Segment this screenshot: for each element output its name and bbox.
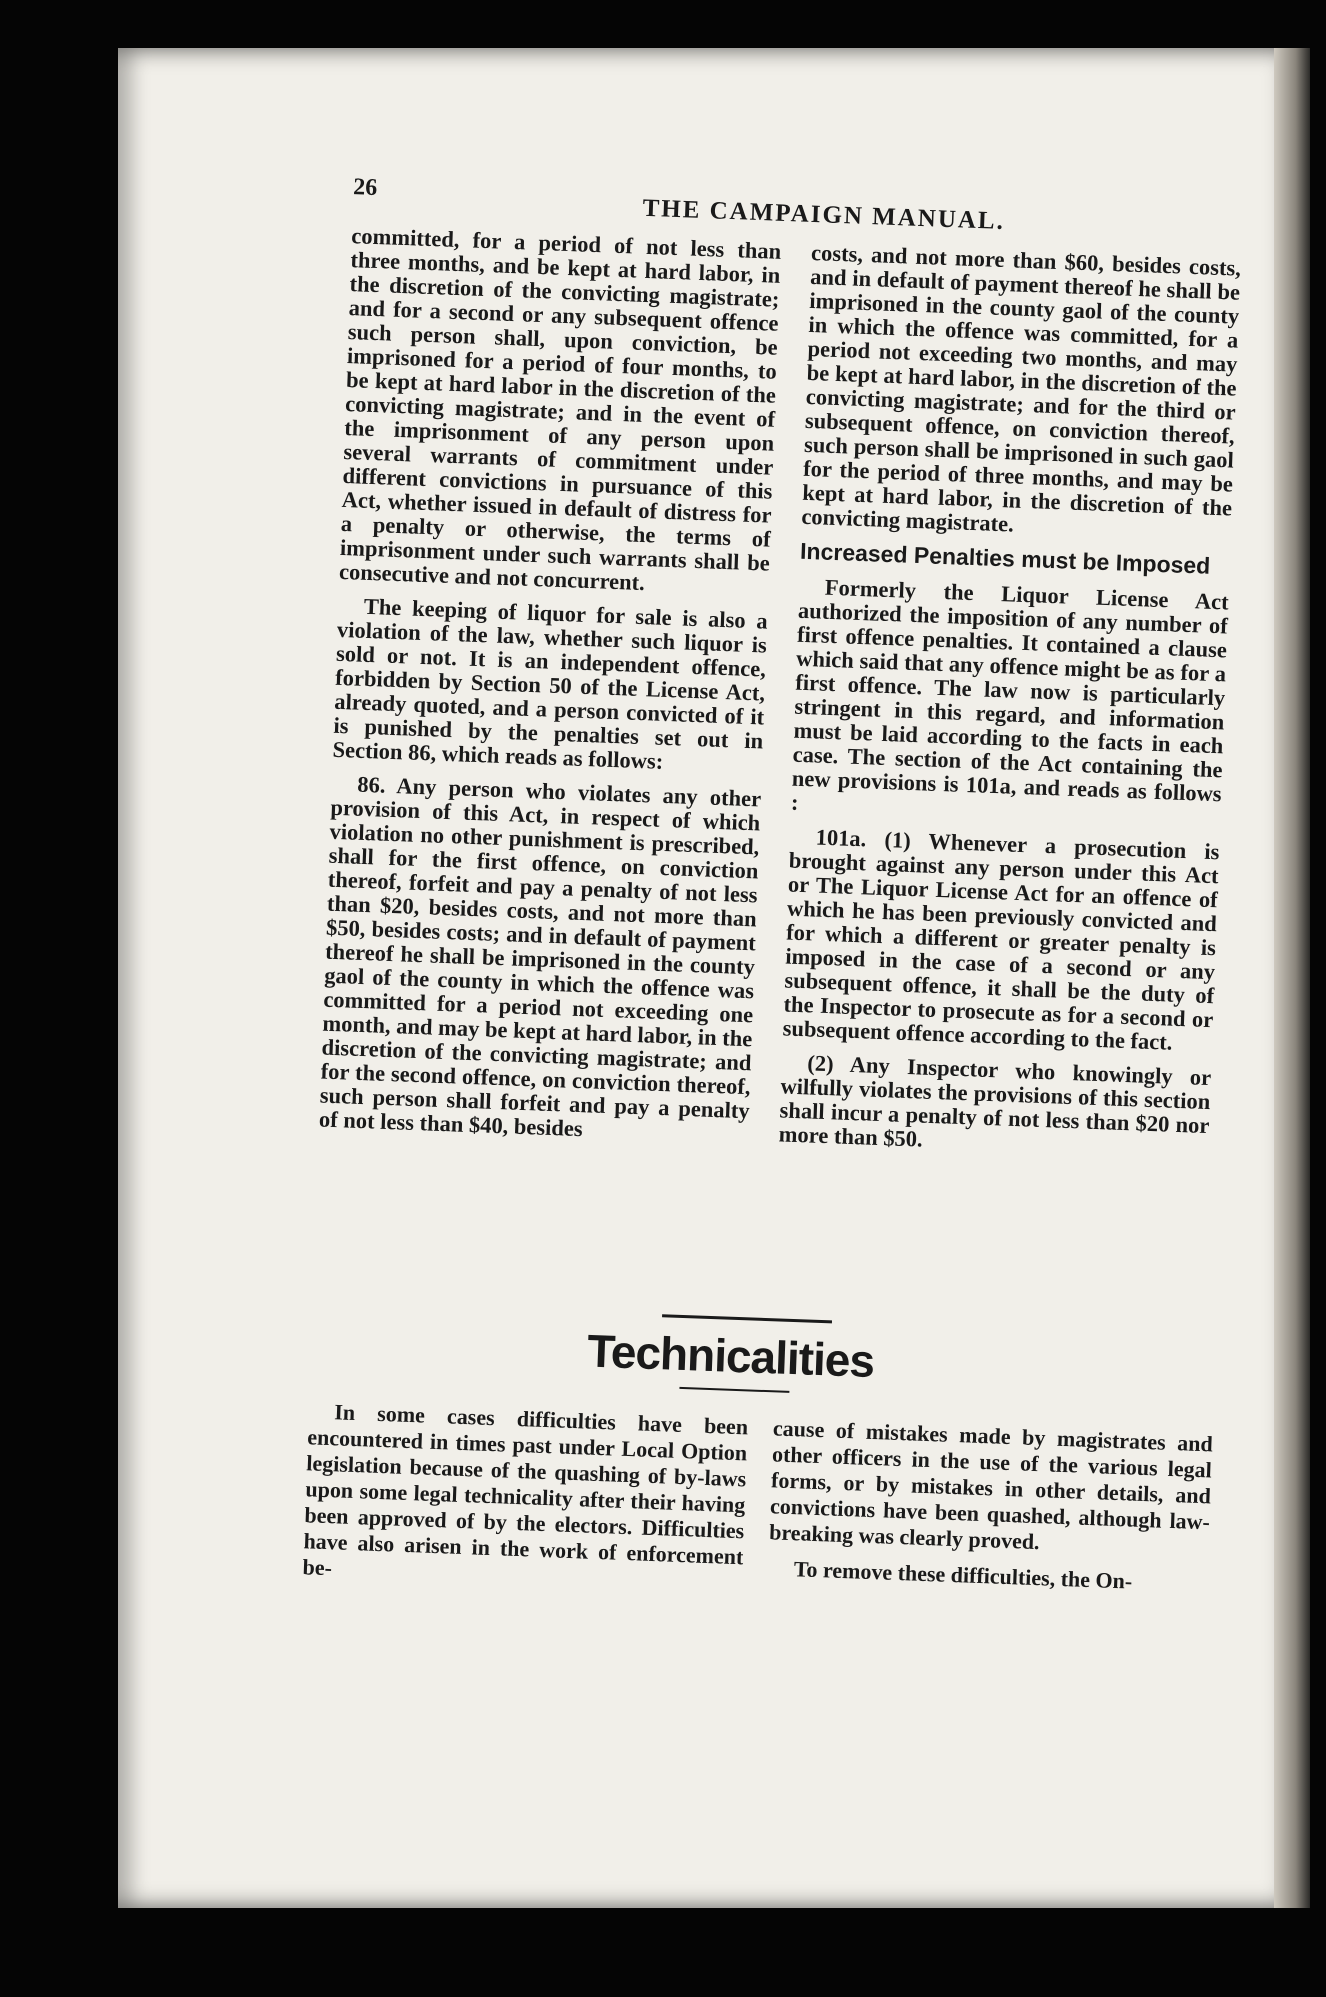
right-paragraph-3: 101a. (1) Whenever a prosecution is brought against any person under this Act or The Liquor License Act for an offence of which he has been previously convicted and for which a different or greater penalty is imposed in the case of a second or any subsequent offence, it shall be the duty of the Inspector to prosecute as for a second or subsequent offence according to the fact.: [782, 824, 1220, 1055]
right-paragraph-1: costs, and not more than $60, besides costs, and in default of payment thereof he shall be imprisoned in the county gaol of the county in which the offence was committed, for a period not exceeding two months, and may be kept at hard labor, in the discretion of the convicting magistrate; and for the third or subsequent offence, on conviction thereof, such person shall be imprisoned in such gaol for the period of three months, and may be kept at hard labor, in the discretion of the convicting magistrate.: [801, 239, 1242, 537]
page-edge: [1274, 48, 1310, 1908]
page-number: 26: [352, 174, 378, 202]
right-column: [778, 241, 1241, 1172]
right-paragraph-2: Formerly the Liquor License Act authorized the imposition of any number of first offence penalties. It contained a clause which said that any offence might be as for a first offence. The law now is particularly stringent in this regard, and information must be laid according to the facts in each case. The section of the Act containing the new provisions is 101a, and reads as follows :: [790, 574, 1230, 815]
running-head: THE CAMPAIGN MANUAL.: [642, 194, 1006, 236]
left-paragraph-1: committed, for a period of not less than three months, and be kept at hard labor, in the discretion of the convicting magistrate; and for a second or any subsequent offence such person shall, upon conviction, be imprisoned for a period of four months, to be kept at hard labor in the discretion of the convicting magistrate; and in the event of the imprisonment of any person upon several warrants of commitment under different convictions in pursuance of this Act, whether issued in default of distress for a penalty or otherwise, the terms of imprisonment under such warrants shall be consecutive and not concurrent.: [338, 223, 782, 596]
left-column: [318, 224, 781, 1157]
right-paragraph-4: (2) Any Inspector who knowingly or wilfully violates the provisions of this section shall incur a penalty of not less than $20 nor more than $50.: [778, 1050, 1212, 1152]
page-content: [145, 169, 1283, 1808]
divider-top: [662, 1314, 832, 1323]
bottom-right-paragraph-1: cause of mistakes made by magistrates and other officers in the use of the various legal forms, or by mistakes in other details, and convictions have been quashed, although law-breaking was clearly proved.: [768, 1415, 1214, 1555]
bottom-left-paragraph-1: In some cases difficulties have been encountered in times past under Local Option legislation because of the quashing of by-laws upon some legal technicality after their having been approved of by the electors. Difficulties have also arisen in the work of enforcement be-: [302, 1399, 749, 1581]
section-title: Technicalities: [586, 1324, 875, 1387]
subheading: Increased Penalties must be Imposed: [799, 537, 1211, 579]
bottom-right-column: [767, 1415, 1213, 1607]
left-paragraph-3: 86. Any person who violates any other provision of this Act, in respect of which violation no other punishment is prescribed, shall for the first offence, on conviction thereof, forfeit and pay a penalty of not less than $20, besides costs, and not more than $50, besides costs; and in default of payment thereof he shall be imprisoned in the county gaol of the county in which the offence was committed for a period not exceeding one month, and may be kept at hard labor, in the discretion of the convicting magistrate; and for the second offence, on conviction thereof, such person shall forfeit and pay a penalty of not less than $40, besides: [318, 771, 762, 1142]
bottom-left-column: [302, 1398, 749, 1606]
divider-bottom: [679, 1387, 789, 1393]
bottom-right-paragraph-2: To remove these difficulties, the On-: [793, 1556, 1133, 1594]
left-paragraph-2: The keeping of liquor for sale is also a violation of the law, whether such liquor is sold or not. It is an independent offence, forbidden by Section 50 of the License Act, already quoted, and a person convicted of it is punished by the penalties set out in Section 86, which reads as follows:: [332, 593, 769, 774]
